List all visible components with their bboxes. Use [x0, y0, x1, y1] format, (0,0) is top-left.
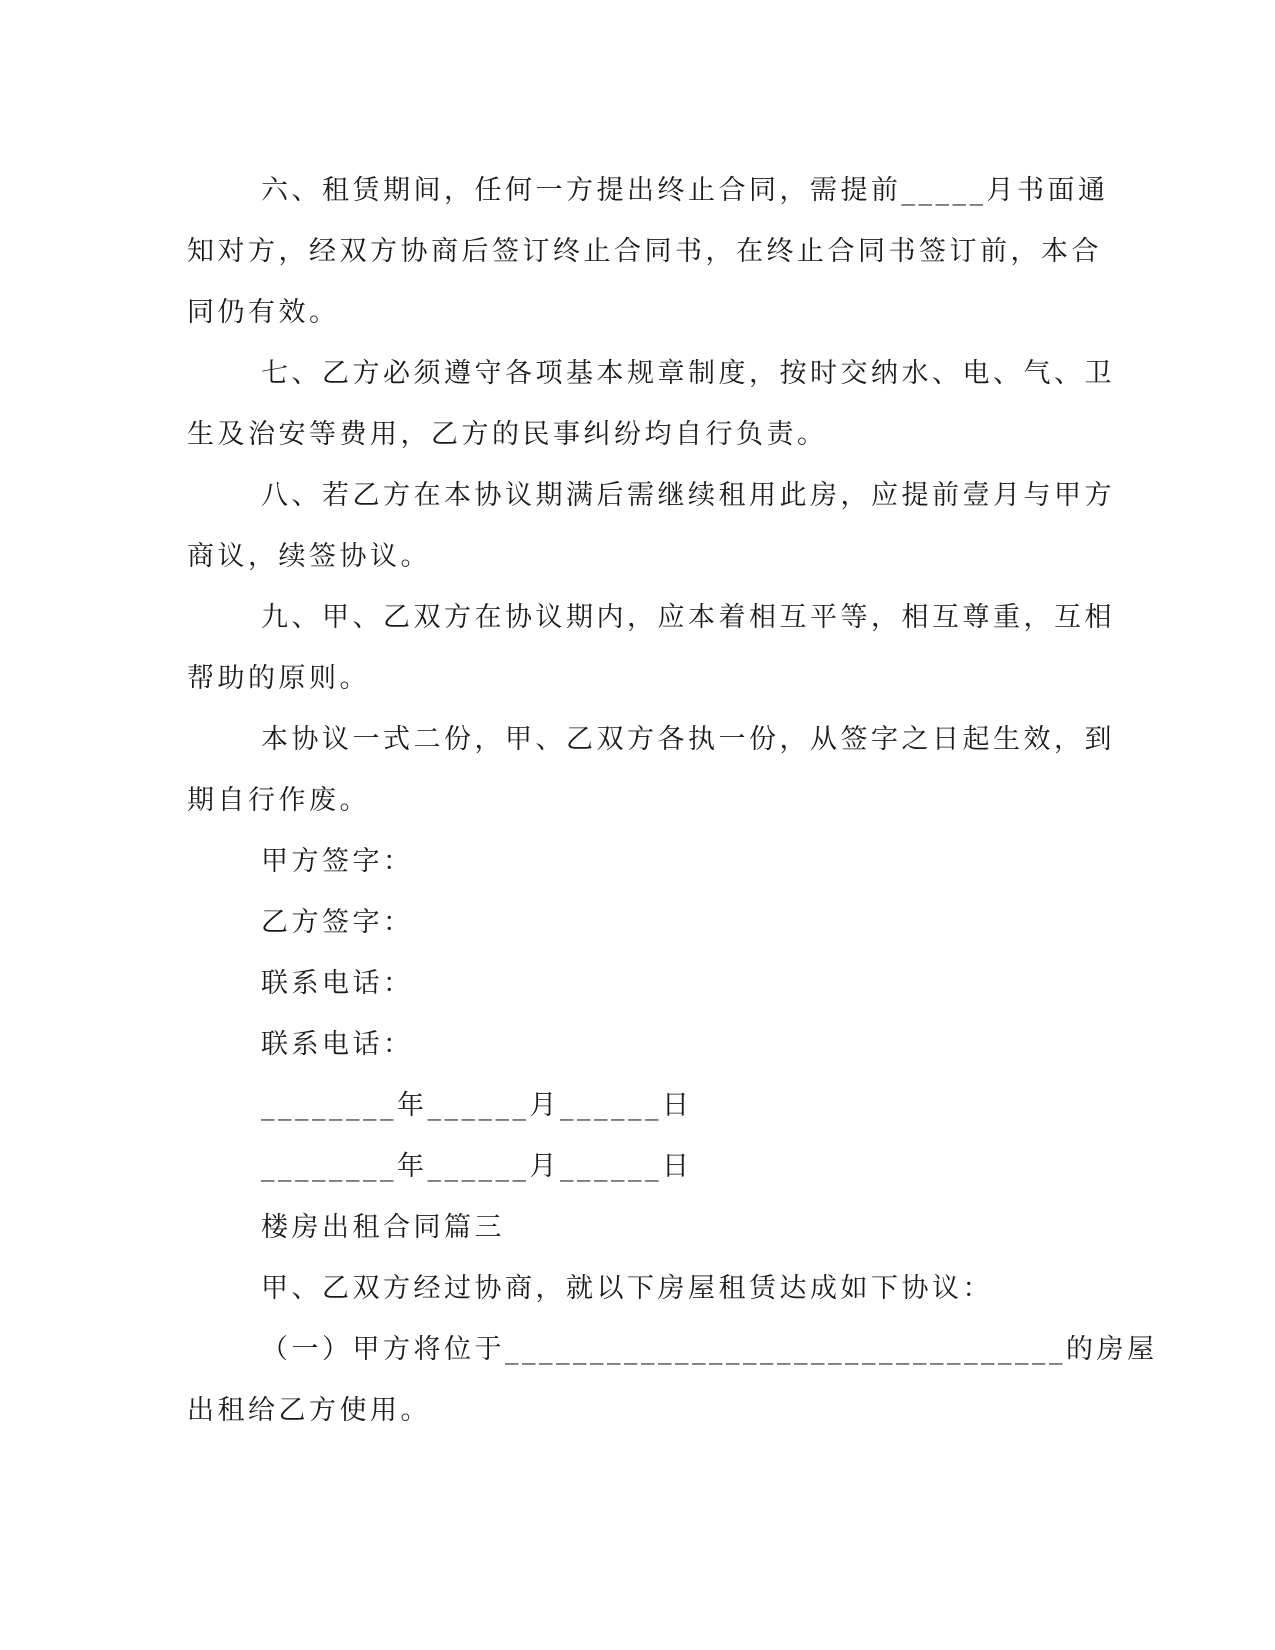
clause-8-line-2: 商议，续签协议。 — [187, 541, 431, 572]
contact-phone-b: 联系电话： — [261, 1029, 414, 1060]
contact-phone-a: 联系电话： — [261, 968, 414, 999]
clause-6-line-3: 同仍有效。 — [187, 297, 340, 328]
copies-line-1: 本协议一式二份，甲、乙双方各执一份，从签字之日起生效，到 — [261, 724, 1115, 755]
clause-6-line-1: 六、租赁期间，任何一方提出终止合同，需提前_____月书面通 — [261, 175, 1109, 206]
date-line-b: ________年______月______日 — [261, 1151, 693, 1182]
section-heading: 楼房出租合同篇三 — [261, 1212, 505, 1243]
party-b-signature: 乙方签字： — [261, 907, 414, 938]
copies-line-2: 期自行作废。 — [187, 785, 370, 816]
agreement-intro: 甲、乙双方经过协商，就以下房屋租赁达成如下协议： — [261, 1273, 993, 1304]
clause-9-line-2: 帮助的原则。 — [187, 663, 370, 694]
item-1-line-2: 出租给乙方使用。 — [187, 1395, 431, 1426]
clause-7-line-2: 生及治安等费用，乙方的民事纠纷均自行负责。 — [187, 419, 828, 450]
clause-8-line-1: 八、若乙方在本协议期满后需继续租用此房，应提前壹月与甲方 — [261, 480, 1115, 511]
party-a-signature: 甲方签字： — [261, 846, 414, 877]
clause-7-line-1: 七、乙方必须遵守各项基本规章制度，按时交纳水、电、气、卫 — [261, 358, 1115, 389]
date-line-a: ________年______月______日 — [261, 1090, 693, 1121]
document-page — [187, 160, 1158, 1441]
clause-6-line-2: 知对方，经双方协商后签订终止合同书，在终止合同书签订前，本合 — [187, 236, 1102, 267]
item-1-line-1: （一）甲方将位于_________________________________的房屋 — [261, 1334, 1158, 1365]
clause-9-line-1: 九、甲、乙双方在协议期内，应本着相互平等，相互尊重，互相 — [261, 602, 1115, 633]
